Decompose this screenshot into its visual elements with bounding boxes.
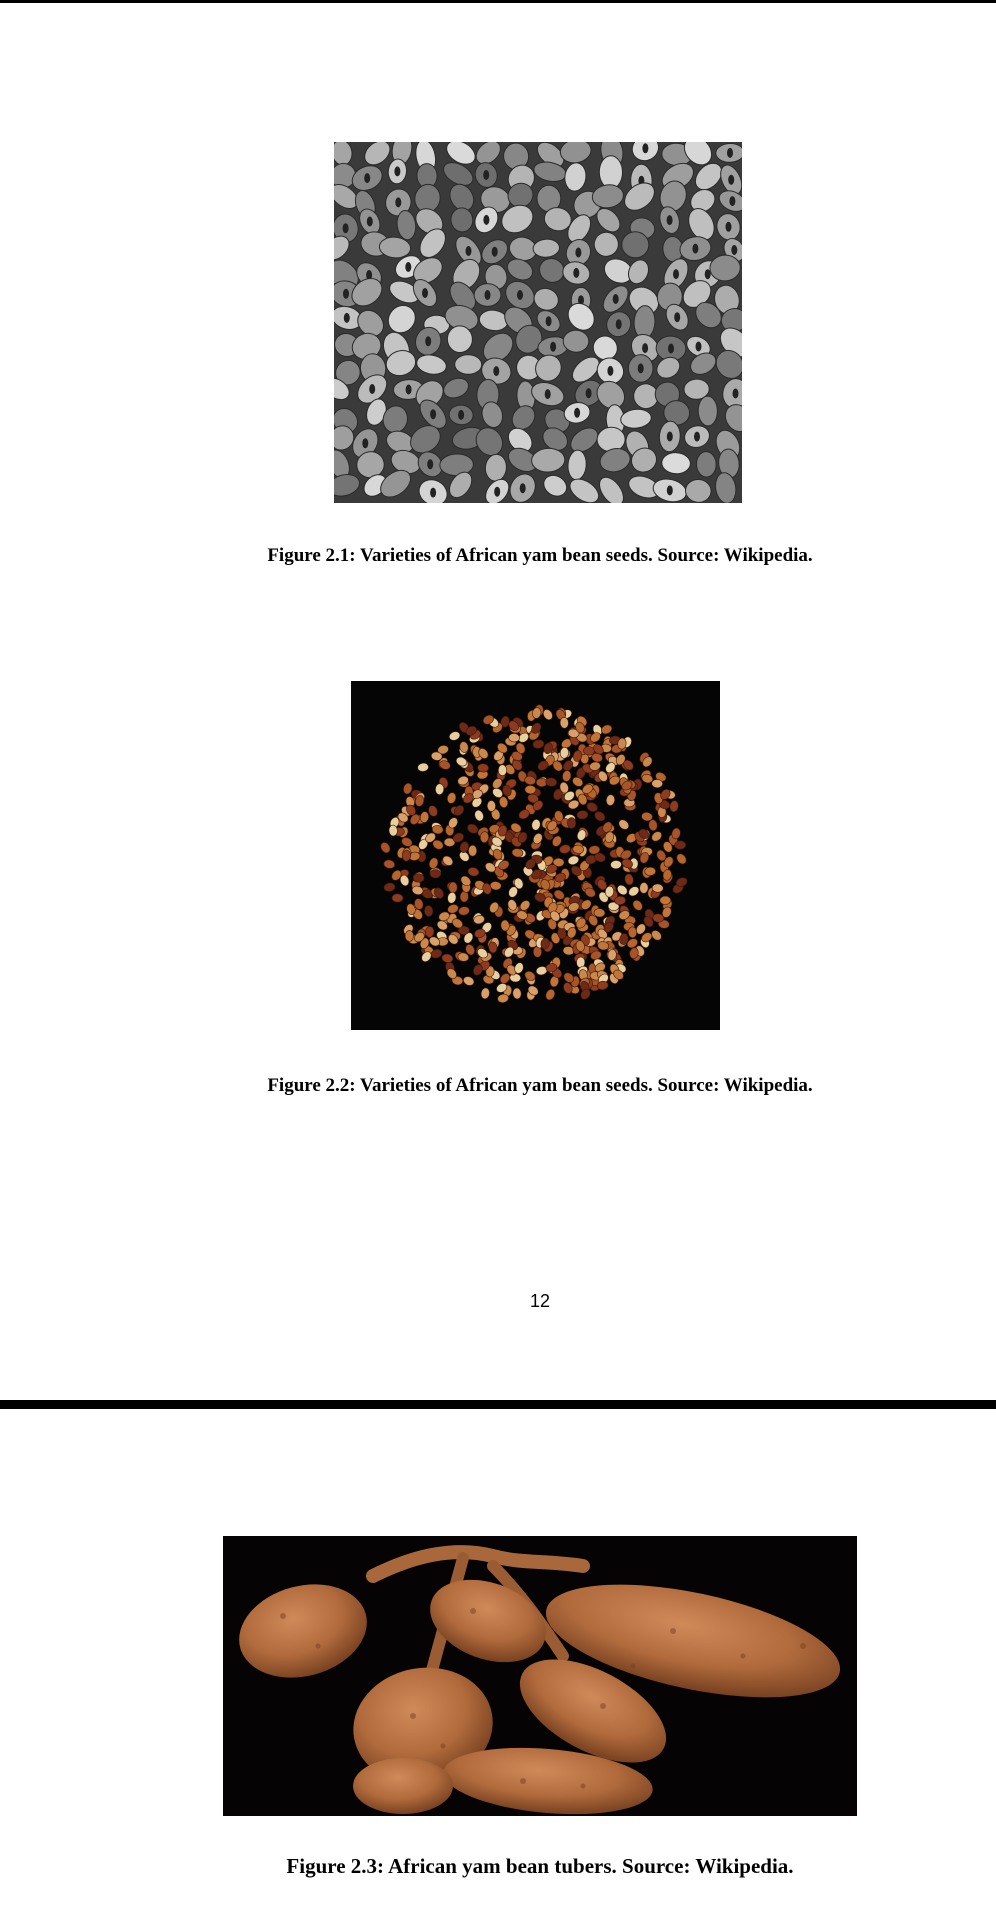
page-number: 12 xyxy=(529,1291,551,1311)
figure-2-1-image xyxy=(334,142,742,503)
colored-seeds-photo xyxy=(351,681,720,1030)
grayscale-seeds-photo xyxy=(334,142,742,503)
figure-2-2-caption: Figure 2.2: Varieties of African yam bean seeds. Source: Wikipedia. xyxy=(267,1075,813,1096)
figure-2-2-image xyxy=(351,681,720,1030)
figure-2-1-caption: Figure 2.1: Varieties of African yam bean seeds. Source: Wikipedia. xyxy=(267,545,813,566)
page-top-edge xyxy=(0,0,996,3)
page-separator xyxy=(0,1400,996,1409)
tubers-photo xyxy=(223,1536,857,1816)
figure-2-3-caption: Figure 2.3: African yam bean tubers. Source: Wikipedia. xyxy=(286,1854,794,1878)
figure-2-3-image xyxy=(223,1536,857,1816)
